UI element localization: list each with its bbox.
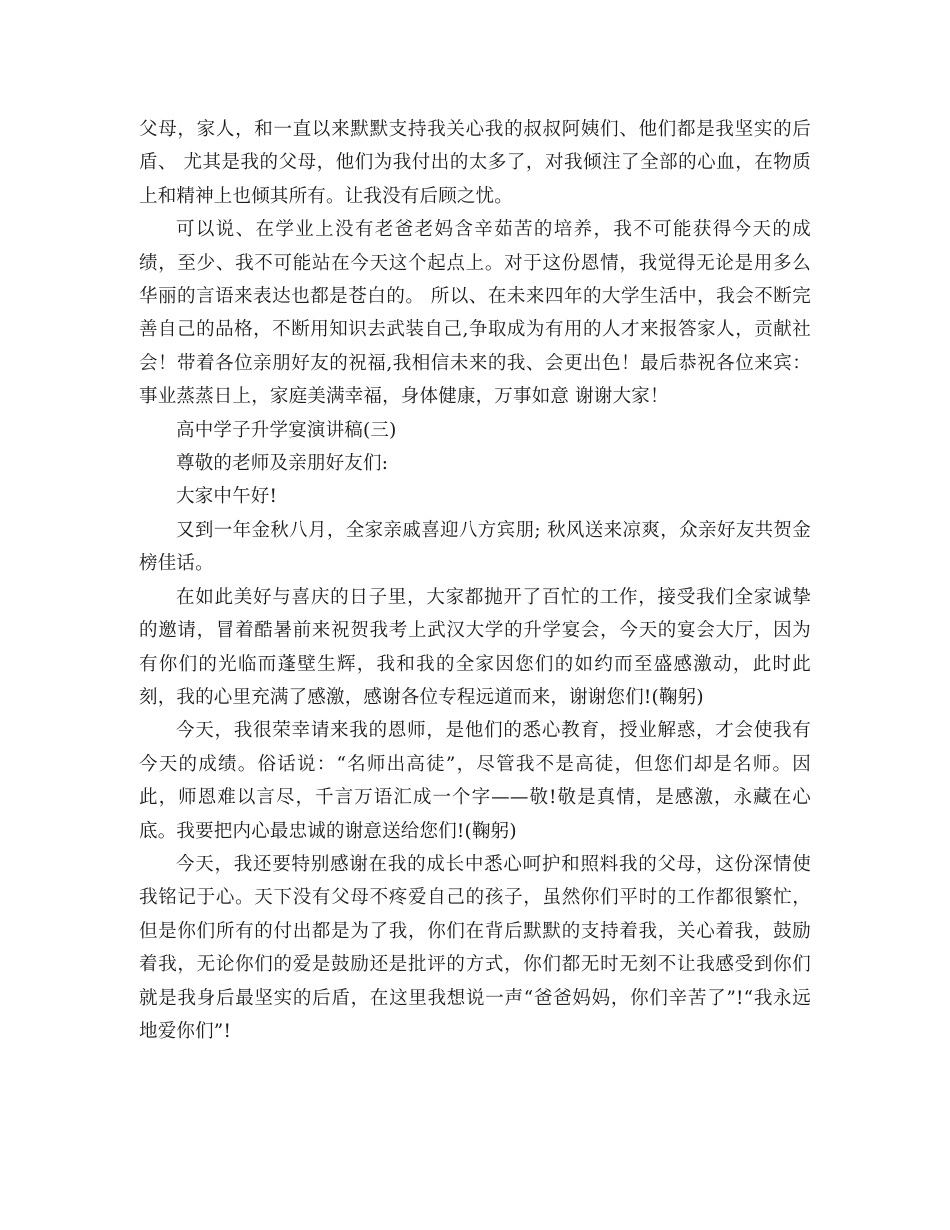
paragraph-6: 今天，我还要特别感谢在我的成长中悉心呵护和照料我的父母，这份深情使我铭记于心。天下没有父母不疼爱自己的孩子，虽然你们平时的工作都很繁忙，但是你们所有的付出都是为了我，你们在背后默默的支持着我，关心着我，鼓励着我，无论你们的爱是鼓励还是批评的方式，你们都无时无刻不让我感受到你们就是我身后最坚实的后盾，在这里我想说一声“爸爸妈妈，你们辛苦了”!“我永远地爱你们”! (139, 853, 811, 1042)
paragraph-3: 又到一年金秋八月，全家亲戚喜迎八方宾朋; 秋风送来凉爽，众亲好友共贺金榜佳话。 (139, 519, 811, 575)
paragraph-4: 在如此美好与喜庆的日子里，大家都抛开了百忙的工作，接受我们全家诚挚的邀请，冒着酷暑前来祝贺我考上武汉大学的升学宴会，今天的宴会大厅，因为有你们的光临而蓬壁生辉，我和我的全家因您们的如约而至盛感激动，此时此刻，我的心里充满了感激，感谢各位专程远道而来，谢谢您们!(鞠躬) (139, 586, 811, 708)
paragraph-5: 今天，我很荣幸请来我的恩师，是他们的悉心教育，授业解惑，才会使我有今天的成绩。俗话说：“名师出高徒”，尽管我不是高徒，但您们却是名师。因此，师恩难以言尽，千言万语汇成一个字——敬!敬是真情，是感激，永藏在心底。我要把内心最忠诚的谢意送给您们!(鞠躬) (139, 720, 811, 842)
greeting: 大家中午好! (176, 486, 278, 508)
section-heading: 高中学子升学宴演讲稿(三) (176, 419, 397, 441)
document-body (139, 113, 811, 1048)
salutation: 尊敬的老师及亲朋好友们: (176, 453, 389, 475)
paragraph-2: 可以说、在学业上没有老爸老妈含辛茹苦的培养，我不可能获得今天的成绩，至少、我不可能站在今天这个起点上。对于这份恩情，我觉得无论是用多么华丽的言语来表达也都是苍白的。 所以、在未来四年的大学生活中，我会不断完善自己的品格，不断用知识去武装自己,争取成为有用的人才来报答家人，贡献社会！带着各位亲朋好友的祝福,我相信未来的我、会更出色！最后恭祝各位来宾： 事业蒸蒸日上，家庭美满幸福，身体健康，万事如意 谢谢大家！ (139, 219, 811, 408)
paragraph-1: 父母，家人，和一直以来默默支持我关心我的叔叔阿姨们、他们都是我坚实的后盾、 尤其是我的父母，他们为我付出的太多了，对我倾注了全部的心血，在物质上和精神上也倾其所有。让我没有后顾之忧。 (139, 119, 811, 207)
